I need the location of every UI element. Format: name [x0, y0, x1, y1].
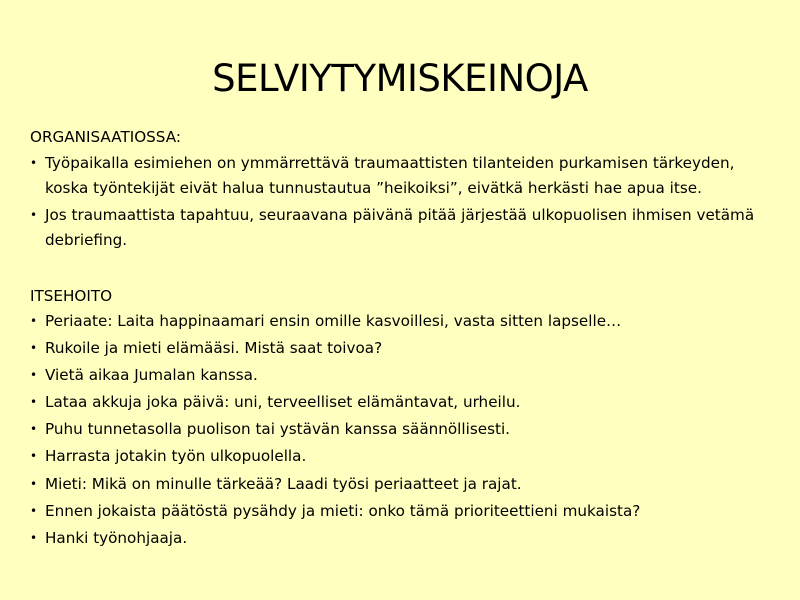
self-care-list	[30, 309, 775, 551]
list-item-text: Ennen jokaista päätöstä pysähdy ja mieti: onko tämä prioriteettieni mukaista?	[45, 501, 641, 520]
list-item-text: Vietä aikaa Jumalan kanssa.	[45, 366, 258, 385]
bullet-icon: •	[30, 530, 38, 545]
list-item	[30, 203, 775, 254]
bullet-icon: •	[30, 449, 38, 464]
list-item	[30, 526, 775, 552]
bullet-icon: •	[30, 341, 38, 356]
bullet-icon: •	[30, 155, 38, 170]
list-item	[30, 417, 775, 443]
list-item-text: Rukoile ja mieti elämääsi. Mistä saat toivoa?	[45, 339, 383, 358]
list-item	[30, 390, 775, 416]
section-heading-self-care: ITSEHOITO	[30, 286, 113, 305]
list-item-text: Työpaikalla esimiehen on ymmärrettävä traumaattisten tilanteiden purkamisen tärkeyden, koska työntekijät eivät halua tunnustautua ”heikoiksi”, eivätkä herkästi hae apua itse.	[45, 153, 735, 197]
list-item	[30, 444, 775, 470]
list-item	[30, 336, 775, 362]
organisation-list	[30, 151, 775, 254]
section-heading-organisation: ORGANISAATIOSSA:	[30, 128, 181, 146]
bullet-icon: •	[30, 207, 38, 222]
bullet-icon: •	[30, 422, 38, 437]
bullet-icon: •	[30, 314, 38, 328]
list-item-text: Hanki työnohjaaja.	[45, 528, 188, 547]
section-spacer	[30, 255, 775, 284]
bullet-icon: •	[30, 395, 38, 410]
list-item	[30, 309, 775, 335]
list-item-text: Lataa akkuja joka päivä: uni, terveelliset elämäntavat, urheilu.	[45, 393, 521, 412]
bullet-icon: •	[30, 368, 38, 383]
slide-content	[30, 125, 775, 553]
bullet-icon: •	[30, 503, 38, 518]
list-item-text: Jos traumaattista tapahtuu, seuraavana päivänä pitää järjestää ulkopuolisen ihmisen vetämä debriefing.	[45, 205, 755, 249]
bullet-icon: •	[30, 476, 38, 491]
list-item-text: Puhu tunnetasolla puolison tai ystävän kanssa säännöllisesti.	[45, 420, 511, 439]
list-item	[30, 499, 775, 525]
list-item-text: Harrasta jotakin työn ulkopuolella.	[45, 447, 307, 466]
list-item-text: Periaate: Laita happinaamari ensin omille kasvoillesi, vasta sitten lapselle…	[45, 312, 622, 330]
list-item	[30, 472, 775, 498]
list-item	[30, 151, 775, 202]
slide-title: SELVIYTYMISKEINOJA	[212, 57, 588, 100]
list-item-text: Mieti: Mikä on minulle tärkeää? Laadi työsi periaatteet ja rajat.	[45, 474, 522, 493]
list-item	[30, 363, 775, 389]
